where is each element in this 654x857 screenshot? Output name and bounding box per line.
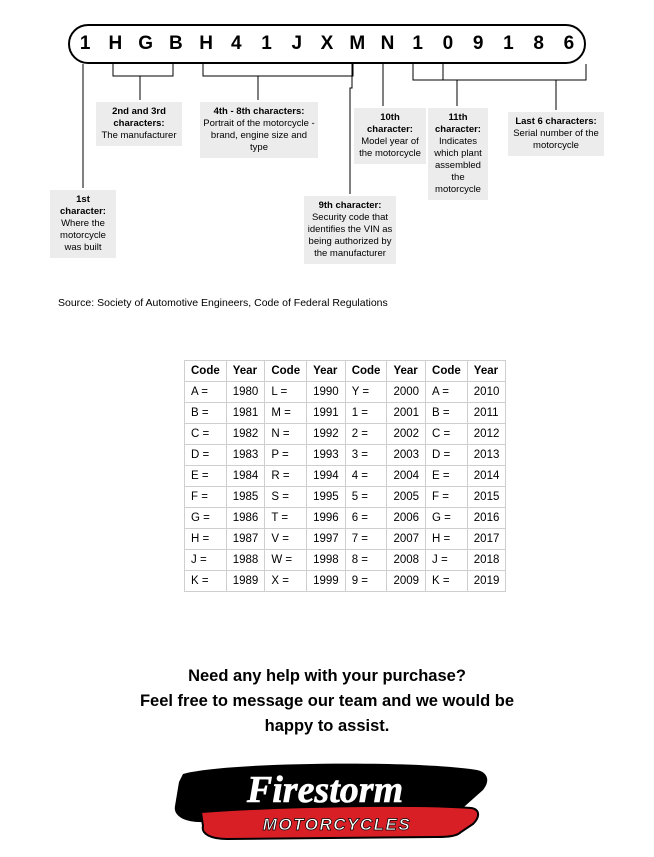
callout-title: 1st character:: [60, 194, 106, 217]
cell-year: 1999: [307, 571, 346, 592]
vin-char: 9: [472, 33, 484, 54]
cell-year: 2002: [387, 424, 426, 445]
callout-title: 9th character:: [318, 200, 382, 211]
vin-char: 1: [79, 33, 91, 54]
callout-tenth-character: [354, 108, 426, 164]
vin-char: M: [349, 33, 366, 54]
cell-code: H =: [426, 529, 468, 550]
cell-year: 1996: [307, 508, 346, 529]
cell-year: 2018: [467, 550, 506, 571]
cell-code: R =: [265, 466, 307, 487]
column-header: Code: [426, 361, 468, 382]
year-code-table: [184, 360, 506, 592]
callout-ninth-character: [304, 196, 396, 264]
vin-char: J: [291, 33, 303, 54]
callout-body: The manufacturer: [101, 130, 177, 141]
cell-year: 2006: [387, 508, 426, 529]
cell-code: M =: [265, 403, 307, 424]
table-row: [185, 508, 506, 529]
vin-char: 0: [442, 33, 454, 54]
cell-code: 4 =: [345, 466, 387, 487]
callout-body: Model year of the motorcycle: [359, 136, 421, 159]
cell-year: 2011: [467, 403, 506, 424]
cell-year: 2019: [467, 571, 506, 592]
callout-last-six-characters: [508, 112, 604, 156]
firestorm-logo-graphic: [165, 760, 495, 842]
cell-code: C =: [426, 424, 468, 445]
cell-code: 5 =: [345, 487, 387, 508]
column-header: Code: [185, 361, 227, 382]
cell-code: W =: [265, 550, 307, 571]
cell-year: 2008: [387, 550, 426, 571]
cell-code: F =: [426, 487, 468, 508]
vin-char: H: [199, 33, 213, 54]
vin-char: 4: [231, 33, 242, 54]
callout-title: 10th character:: [367, 112, 413, 135]
cell-code: L =: [265, 382, 307, 403]
cell-code: 2 =: [345, 424, 387, 445]
cell-code: J =: [185, 550, 227, 571]
cell-year: 2005: [387, 487, 426, 508]
column-header: Year: [307, 361, 346, 382]
help-line-1: Need any help with your purchase?: [188, 667, 466, 685]
cell-year: 2013: [467, 445, 506, 466]
cell-year: 1980: [226, 382, 265, 403]
cell-year: 1989: [226, 571, 265, 592]
cell-code: J =: [426, 550, 468, 571]
cell-year: 1994: [307, 466, 346, 487]
cell-year: 2007: [387, 529, 426, 550]
vin-char: N: [380, 33, 395, 54]
callout-eleventh-character: [428, 108, 488, 200]
cell-year: 1997: [307, 529, 346, 550]
cell-year: 2000: [387, 382, 426, 403]
vin-char: 1: [503, 33, 514, 54]
column-header: Code: [345, 361, 387, 382]
cell-code: V =: [265, 529, 307, 550]
cell-code: A =: [185, 382, 227, 403]
vin-char: X: [320, 33, 334, 54]
logo-secondary-text: MOTORCYCLES: [262, 815, 412, 834]
cell-code: K =: [185, 571, 227, 592]
cell-year: 1990: [307, 382, 346, 403]
cell-year: 1995: [307, 487, 346, 508]
callout-body: Portrait of the motorcycle - brand, engine size and type: [203, 118, 315, 153]
cell-code: B =: [426, 403, 468, 424]
cell-year: 1993: [307, 445, 346, 466]
cell-year: 1984: [226, 466, 265, 487]
vin-number-bar: [68, 24, 586, 64]
cell-code: C =: [185, 424, 227, 445]
cell-year: 1985: [226, 487, 265, 508]
cell-code: N =: [265, 424, 307, 445]
table-row: [185, 550, 506, 571]
callout-body: Security code that identifies the VIN as being authorized by the manufacturer: [307, 212, 393, 259]
vin-char: B: [168, 33, 183, 54]
cell-code: T =: [265, 508, 307, 529]
cell-year: 2004: [387, 466, 426, 487]
help-message: [0, 664, 654, 739]
cell-code: B =: [185, 403, 227, 424]
cell-code: D =: [185, 445, 227, 466]
cell-year: 2015: [467, 487, 506, 508]
cell-year: 1987: [226, 529, 265, 550]
cell-code: 3 =: [345, 445, 387, 466]
table-row: [185, 487, 506, 508]
column-header: Year: [226, 361, 265, 382]
cell-year: 2012: [467, 424, 506, 445]
callout-title: 11th character:: [435, 112, 481, 135]
cell-code: 6 =: [345, 508, 387, 529]
cell-code: D =: [426, 445, 468, 466]
help-line-3: happy to assist.: [264, 717, 390, 735]
callout-title: Last 6 characters:: [515, 116, 597, 127]
cell-year: 1991: [307, 403, 346, 424]
callout-body: Indicates which plant assembled the motorcycle: [434, 136, 482, 195]
callout-title: 4th - 8th characters:: [213, 106, 305, 117]
year-code-table-wrapper: [184, 360, 506, 592]
cell-year: 1983: [226, 445, 265, 466]
table-row: [185, 571, 506, 592]
callout-body: Serial number of the motorcycle: [513, 128, 599, 151]
cell-code: Y =: [345, 382, 387, 403]
cell-code: K =: [426, 571, 468, 592]
vin-char: H: [108, 33, 123, 54]
cell-year: 2003: [387, 445, 426, 466]
callout-title: 2nd and 3rd characters:: [112, 106, 166, 129]
cell-year: 2009: [387, 571, 426, 592]
cell-year: 1998: [307, 550, 346, 571]
cell-code: 7 =: [345, 529, 387, 550]
vin-char: 8: [533, 33, 544, 54]
cell-year: 1981: [226, 403, 265, 424]
cell-year: 2001: [387, 403, 426, 424]
cell-code: F =: [185, 487, 227, 508]
firestorm-logo: [165, 760, 495, 842]
cell-year: 2014: [467, 466, 506, 487]
column-header: Year: [467, 361, 506, 382]
callout-first-character: [50, 190, 116, 258]
source-note: Source: Society of Automotive Engineers, Code of Federal Regulations: [58, 297, 388, 309]
cell-code: G =: [426, 508, 468, 529]
cell-year: 1986: [226, 508, 265, 529]
column-header: Year: [387, 361, 426, 382]
vin-char: 1: [261, 33, 272, 54]
cell-code: E =: [185, 466, 227, 487]
cell-code: A =: [426, 382, 468, 403]
cell-year: 2017: [467, 529, 506, 550]
cell-code: P =: [265, 445, 307, 466]
cell-year: 1988: [226, 550, 265, 571]
table-row: [185, 445, 506, 466]
table-row: [185, 403, 506, 424]
table-row: [185, 382, 506, 403]
table-row: [185, 529, 506, 550]
help-line-2: Feel free to message our team and we would be: [139, 692, 515, 710]
cell-code: S =: [265, 487, 307, 508]
callout-fourth-eighth-characters: [200, 102, 318, 158]
cell-year: 1992: [307, 424, 346, 445]
cell-code: H =: [185, 529, 227, 550]
column-header: Code: [265, 361, 307, 382]
cell-code: X =: [265, 571, 307, 592]
table-header-row: [185, 361, 506, 382]
vin-char: 1: [412, 33, 423, 54]
table-row: [185, 424, 506, 445]
cell-year: 2016: [467, 508, 506, 529]
callout-body: Where the motorcycle was built: [60, 218, 106, 253]
logo-primary-text: Firestorm: [246, 769, 404, 811]
vin-diagram: [0, 0, 654, 309]
cell-code: G =: [185, 508, 227, 529]
vin-char: G: [138, 33, 153, 54]
cell-year: 1982: [226, 424, 265, 445]
cell-year: 2010: [467, 382, 506, 403]
callout-second-third-characters: [96, 102, 182, 146]
cell-code: 8 =: [345, 550, 387, 571]
cell-code: 9 =: [345, 571, 387, 592]
vin-char: 6: [563, 33, 575, 54]
cell-code: 1 =: [345, 403, 387, 424]
table-row: [185, 466, 506, 487]
cell-code: E =: [426, 466, 468, 487]
